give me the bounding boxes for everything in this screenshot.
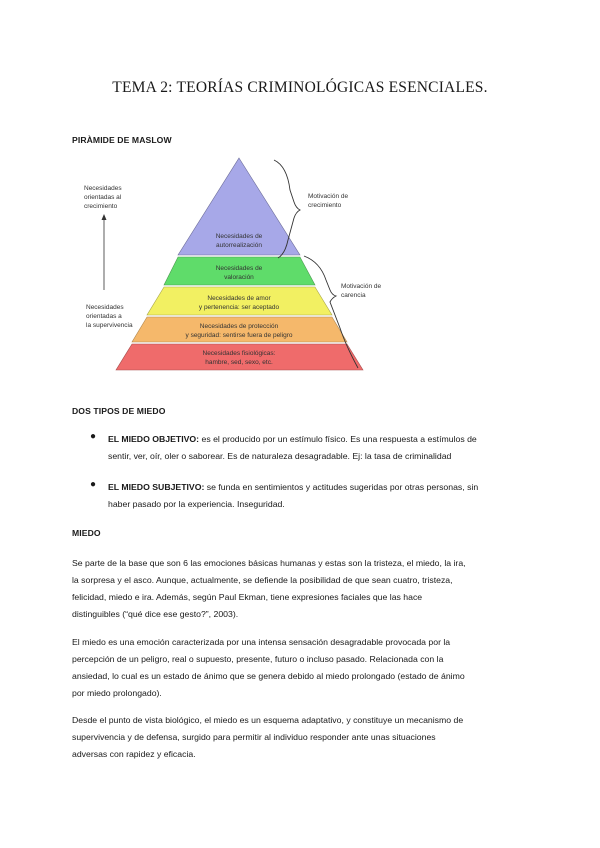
- pyramid-level-selfrealization: [178, 158, 300, 255]
- bullet-objetivo-text-2: sentir, ver, oír, oler o saborear. Es de naturaleza desagradable. Ej: la tasa de criminalidad: [108, 451, 452, 461]
- bullet-subjetivo: [108, 479, 528, 513]
- paragraph-3: [72, 712, 527, 763]
- level-1-line-2: autorrealización: [216, 242, 262, 249]
- paragraph-2: [72, 634, 527, 702]
- paragraph-2-line: por miedo prolongado).: [72, 688, 162, 698]
- document-title: TEMA 2: TEORÍAS CRIMINOLÓGICAS ESENCIALES.: [112, 79, 488, 96]
- paragraph-2-line: ansiedad, lo cual es un estado de ánimo que se genera debido al miedo prolongado (estado de ánimo: [72, 671, 465, 681]
- paragraph-1-line: felicidad, miedo e ira. Además, según Paul Ekman, tiene expresiones faciales que las hace: [72, 592, 423, 602]
- level-4-line-1: Necesidades de protección: [199, 323, 279, 330]
- bullet-subjetivo-label: EL MIEDO SUBJETIVO:: [108, 482, 205, 492]
- pyramid-level-physiological: [116, 344, 363, 370]
- paragraph-3-line: Desde el punto de vista biológico, el miedo es un esquema adaptativo, y constituye un mecanismo de: [72, 715, 464, 725]
- bullet-dot: ●: [90, 431, 97, 442]
- bullet-objetivo-label: EL MIEDO OBJETIVO:: [108, 434, 200, 444]
- paragraph-1: [72, 555, 527, 623]
- paragraph-1-line: la sorpresa y el asco. Aunque, actualmente, se defiende la posibilidad de que sean cuatro, tristeza,: [72, 575, 453, 585]
- paragraph-2-line: El miedo es una emoción caracterizada por una intensa sensación desagradable provocada por la: [72, 637, 451, 647]
- left-bottom-line-3: la supervivencia: [86, 322, 133, 329]
- paragraph-1-line: Se parte de la base que son 6 las emociones básicas humanas y estas son la tristeza, el miedo, la ira,: [72, 558, 466, 568]
- left-top-line-3: crecimiento: [84, 203, 118, 210]
- level-5-line-2: hambre, sed, sexo, etc.: [205, 359, 273, 366]
- left-bottom-line-2: orientadas a: [86, 313, 122, 320]
- tipos-heading: DOS TIPOS DE MIEDO: [72, 406, 166, 416]
- level-1-line-1: Necesidades de: [215, 233, 263, 240]
- paragraph-3-line: adversas con rapidez y eficacia.: [72, 749, 196, 759]
- bullet-subjetivo-text: se funda en sentimientos y actitudes sugeridas por otras personas, sin: [204, 482, 479, 492]
- bullet-subjetivo-text-2: haber pasado por la experiencia. Inseguridad.: [108, 499, 285, 509]
- paragraph-3-line: supervivencia y de defensa, surgido para permitir al individuo responder ante unas situaciones: [72, 732, 436, 742]
- right-bottom-line-1: Motivación de: [341, 283, 382, 290]
- level-3-line-2: y pertenencia: ser aceptado: [198, 304, 280, 311]
- level-3-line-1: Necesidades de amor: [207, 295, 271, 302]
- paragraph-2-line: percepción de un peligro, real o supuesto, presente, futuro o incluso pasado. Relacionada con la: [72, 654, 444, 664]
- level-2-line-2: valoración: [224, 274, 254, 281]
- bullet-dot: ●: [90, 479, 97, 490]
- paragraph-1-line: distinguibles (“qué dice ese gesto?”, 2003).: [72, 609, 239, 619]
- level-5-line-1: Necesidades fisiológicas:: [202, 350, 276, 357]
- left-bottom-line-1: Necesidades: [86, 304, 124, 311]
- bullet-objetivo: [108, 431, 528, 465]
- left-top-line-1: Necesidades: [84, 185, 122, 192]
- miedo-heading: MIEDO: [72, 528, 101, 538]
- level-2-line-1: Necesidades de: [215, 265, 263, 272]
- right-top-line-2: crecimiento: [308, 202, 342, 209]
- arrow-up-icon: [102, 214, 107, 220]
- level-4-line-2: y seguridad: sentirse fuera de peligro: [185, 332, 293, 339]
- maslow-pyramid-diagram: [82, 150, 402, 375]
- maslow-heading: PIRÀMIDE DE MASLOW: [72, 135, 172, 145]
- left-top-line-2: orientadas al: [84, 194, 122, 201]
- bullet-objetivo-text: es el producido por un estímulo físico. Es una respuesta a estímulos de: [199, 434, 477, 444]
- right-top-line-1: Motivación de: [308, 193, 349, 200]
- right-bottom-line-2: carencia: [341, 292, 366, 299]
